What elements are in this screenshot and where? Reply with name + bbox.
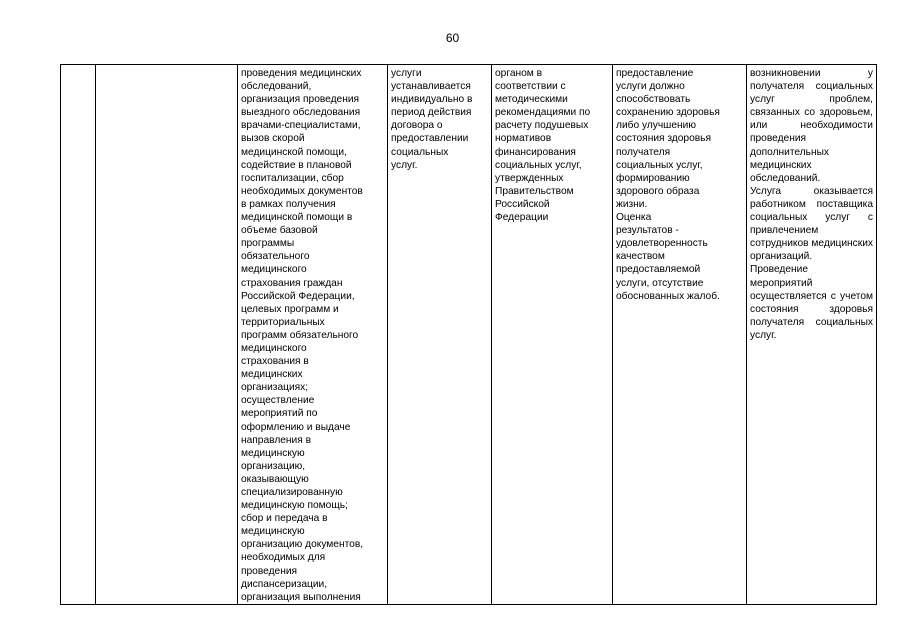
service-conditions-paragraph: Проведение мероприятий осуществляется с учетом состояния здоровья получателя социальных услуг. xyxy=(750,264,873,341)
service-description-text: проведения медицинских обследований, организация проведения выездного обследования врачами-специалистами, вызов скорой медицинской помощи, содействие в плановой госпитализации, сбор необходимых документов в рамках получения медицинской помощи в объеме базовой программы обязательного медицинского страхования граждан Российской Федерации, целевых программ и территориальных программ обязательного медицинского страхования в медицинских организациях; осуществление мероприятий по оформлению и выдаче направления в медицинскую организацию, оказывающую специализированную медицинскую помощь; сбор и передача в медицинскую организацию документов, необходимых для проведения диспансеризации, организация выполнения xyxy=(241,68,364,603)
tariff-text: органом в соответствии с методическими рекомендациями по расчету подушевых нормативов финансирования социальных услуг, утвержденных Правительством Российской Федерации xyxy=(495,68,591,224)
cell-quality-indicators xyxy=(613,65,747,605)
service-conditions-paragraph: возникновении у получателя социальных услуг проблем, связанных со здоровьем, или необходимости проведения дополнительных медицинских обследований. xyxy=(750,68,873,184)
cell-service-name xyxy=(96,65,238,605)
service-conditions-text xyxy=(750,67,873,342)
service-conditions-paragraph: Услуга оказывается работником поставщика социальных услуг с привлечением сотрудников медицинских организаций. xyxy=(750,185,873,263)
quality-indicators-text: предоставление услуги должно способствовать сохранению здоровья либо улучшению состояния здоровья получателя социальных услуг, формированию здорового образа жизни. Оценка результатов - удовлетворенность качеством предоставляемой услуги, отсутствие обоснованных жалоб. xyxy=(616,68,720,302)
table-row xyxy=(61,65,877,605)
cell-service-terms xyxy=(388,65,492,605)
cell-service-conditions xyxy=(747,65,877,605)
cell-service-description xyxy=(238,65,388,605)
page-number: 60 xyxy=(445,31,460,45)
service-terms-text: услуги устанавливается индивидуально в период действия договора о предоставлении социальных услуг. xyxy=(391,68,473,171)
cell-number xyxy=(61,65,96,605)
cell-tariff xyxy=(492,65,613,605)
services-table xyxy=(60,64,877,605)
